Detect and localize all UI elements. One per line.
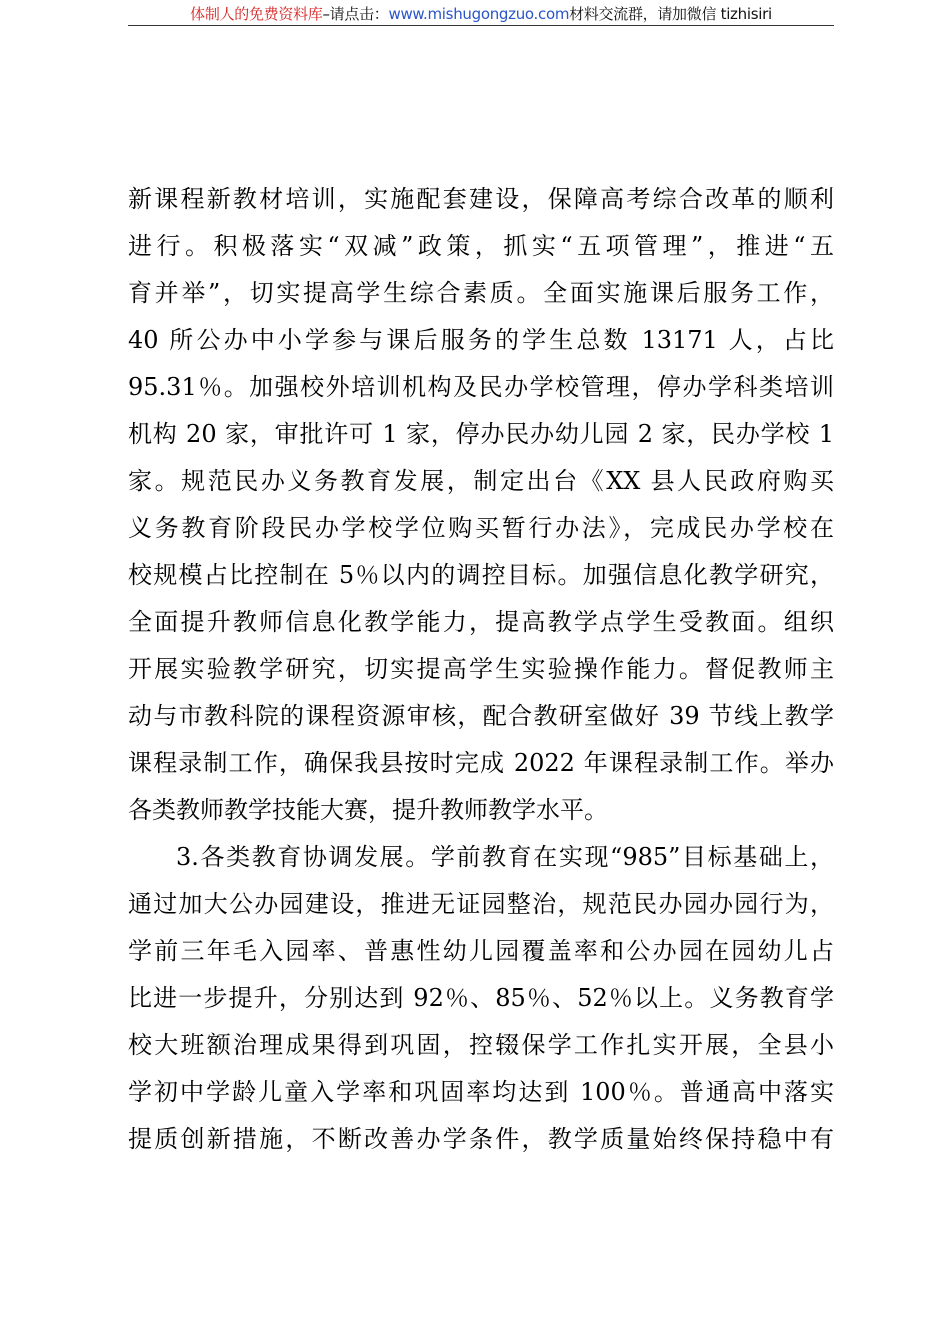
body-line: 比进一步提升，分别达到 92％、85％、52％以上。义务教育学 (128, 984, 834, 1012)
header-brand: 体制人的免费资料库 (190, 5, 323, 23)
body-line: 学初中学龄儿童入学率和巩固率均达到 100％。普通高中落实 (128, 1078, 834, 1106)
body-line: 校规模占比控制在 5％以内的调控目标。加强信息化教学研究， (128, 561, 834, 589)
body-line: 各类教师教学技能大赛，提升教师教学水平。 (128, 796, 608, 824)
body-line: 40 所公办中小学参与课后服务的学生总数 13171 人，占比 (128, 326, 834, 354)
body-line: 全面提升教师信息化教学能力，提高教学点学生受教面。组织 (128, 608, 834, 636)
header-prompt: –请点击： (322, 5, 389, 23)
body-line: 提质创新措施，不断改善办学条件，教学质量始终保持稳中有 (128, 1125, 834, 1153)
section-heading-line: 3.各类教育协调发展。学前教育在实现“985”目标基础上， (176, 843, 834, 871)
body-line: 义务教育阶段民办学校学位购买暂行办法》，完成民办学校在 (128, 514, 834, 542)
body-line: 动与市教科院的课程资源审核，配合教研室做好 39 节线上教学 (128, 702, 834, 730)
body-line: 家。规范民办义务教育发展，制定出台《XX 县人民政府购买 (128, 467, 834, 495)
body-line: 校大班额治理成果得到巩固，控辍保学工作扎实开展，全县小 (128, 1031, 834, 1059)
body-line: 新课程新教材培训，实施配套建设，保障高考综合改革的顺利 (128, 185, 834, 213)
header-url-link[interactable]: www.mishugongzuo.com (388, 5, 570, 23)
header-divider (128, 25, 834, 26)
body-line: 学前三年毛入园率、普惠性幼儿园覆盖率和公办园在园幼儿占 (128, 937, 834, 965)
body-line: 开展实验教学研究，切实提高学生实验操作能力。督促教师主 (128, 655, 834, 683)
body-line: 机构 20 家，审批许可 1 家，停办民办幼儿园 2 家，民办学校 1 (128, 420, 834, 448)
document-body (128, 176, 834, 1163)
body-line: 课程录制工作，确保我县按时完成 2022 年课程录制工作。举办 (128, 749, 834, 777)
body-line: 95.31％。加强校外培训机构及民办学校管理，停办学科类培训 (128, 373, 834, 401)
body-line: 进行。积极落实“双减”政策，抓实“五项管理”，推进“五 (128, 232, 834, 260)
header-contact: 材料交流群，请加微信 tizhisiri (569, 5, 772, 23)
body-line: 育并举”，切实提高学生综合素质。全面实施课后服务工作， (128, 279, 834, 307)
body-line: 通过加大公办园建设，推进无证园整治，规范民办园办园行为， (128, 890, 834, 918)
